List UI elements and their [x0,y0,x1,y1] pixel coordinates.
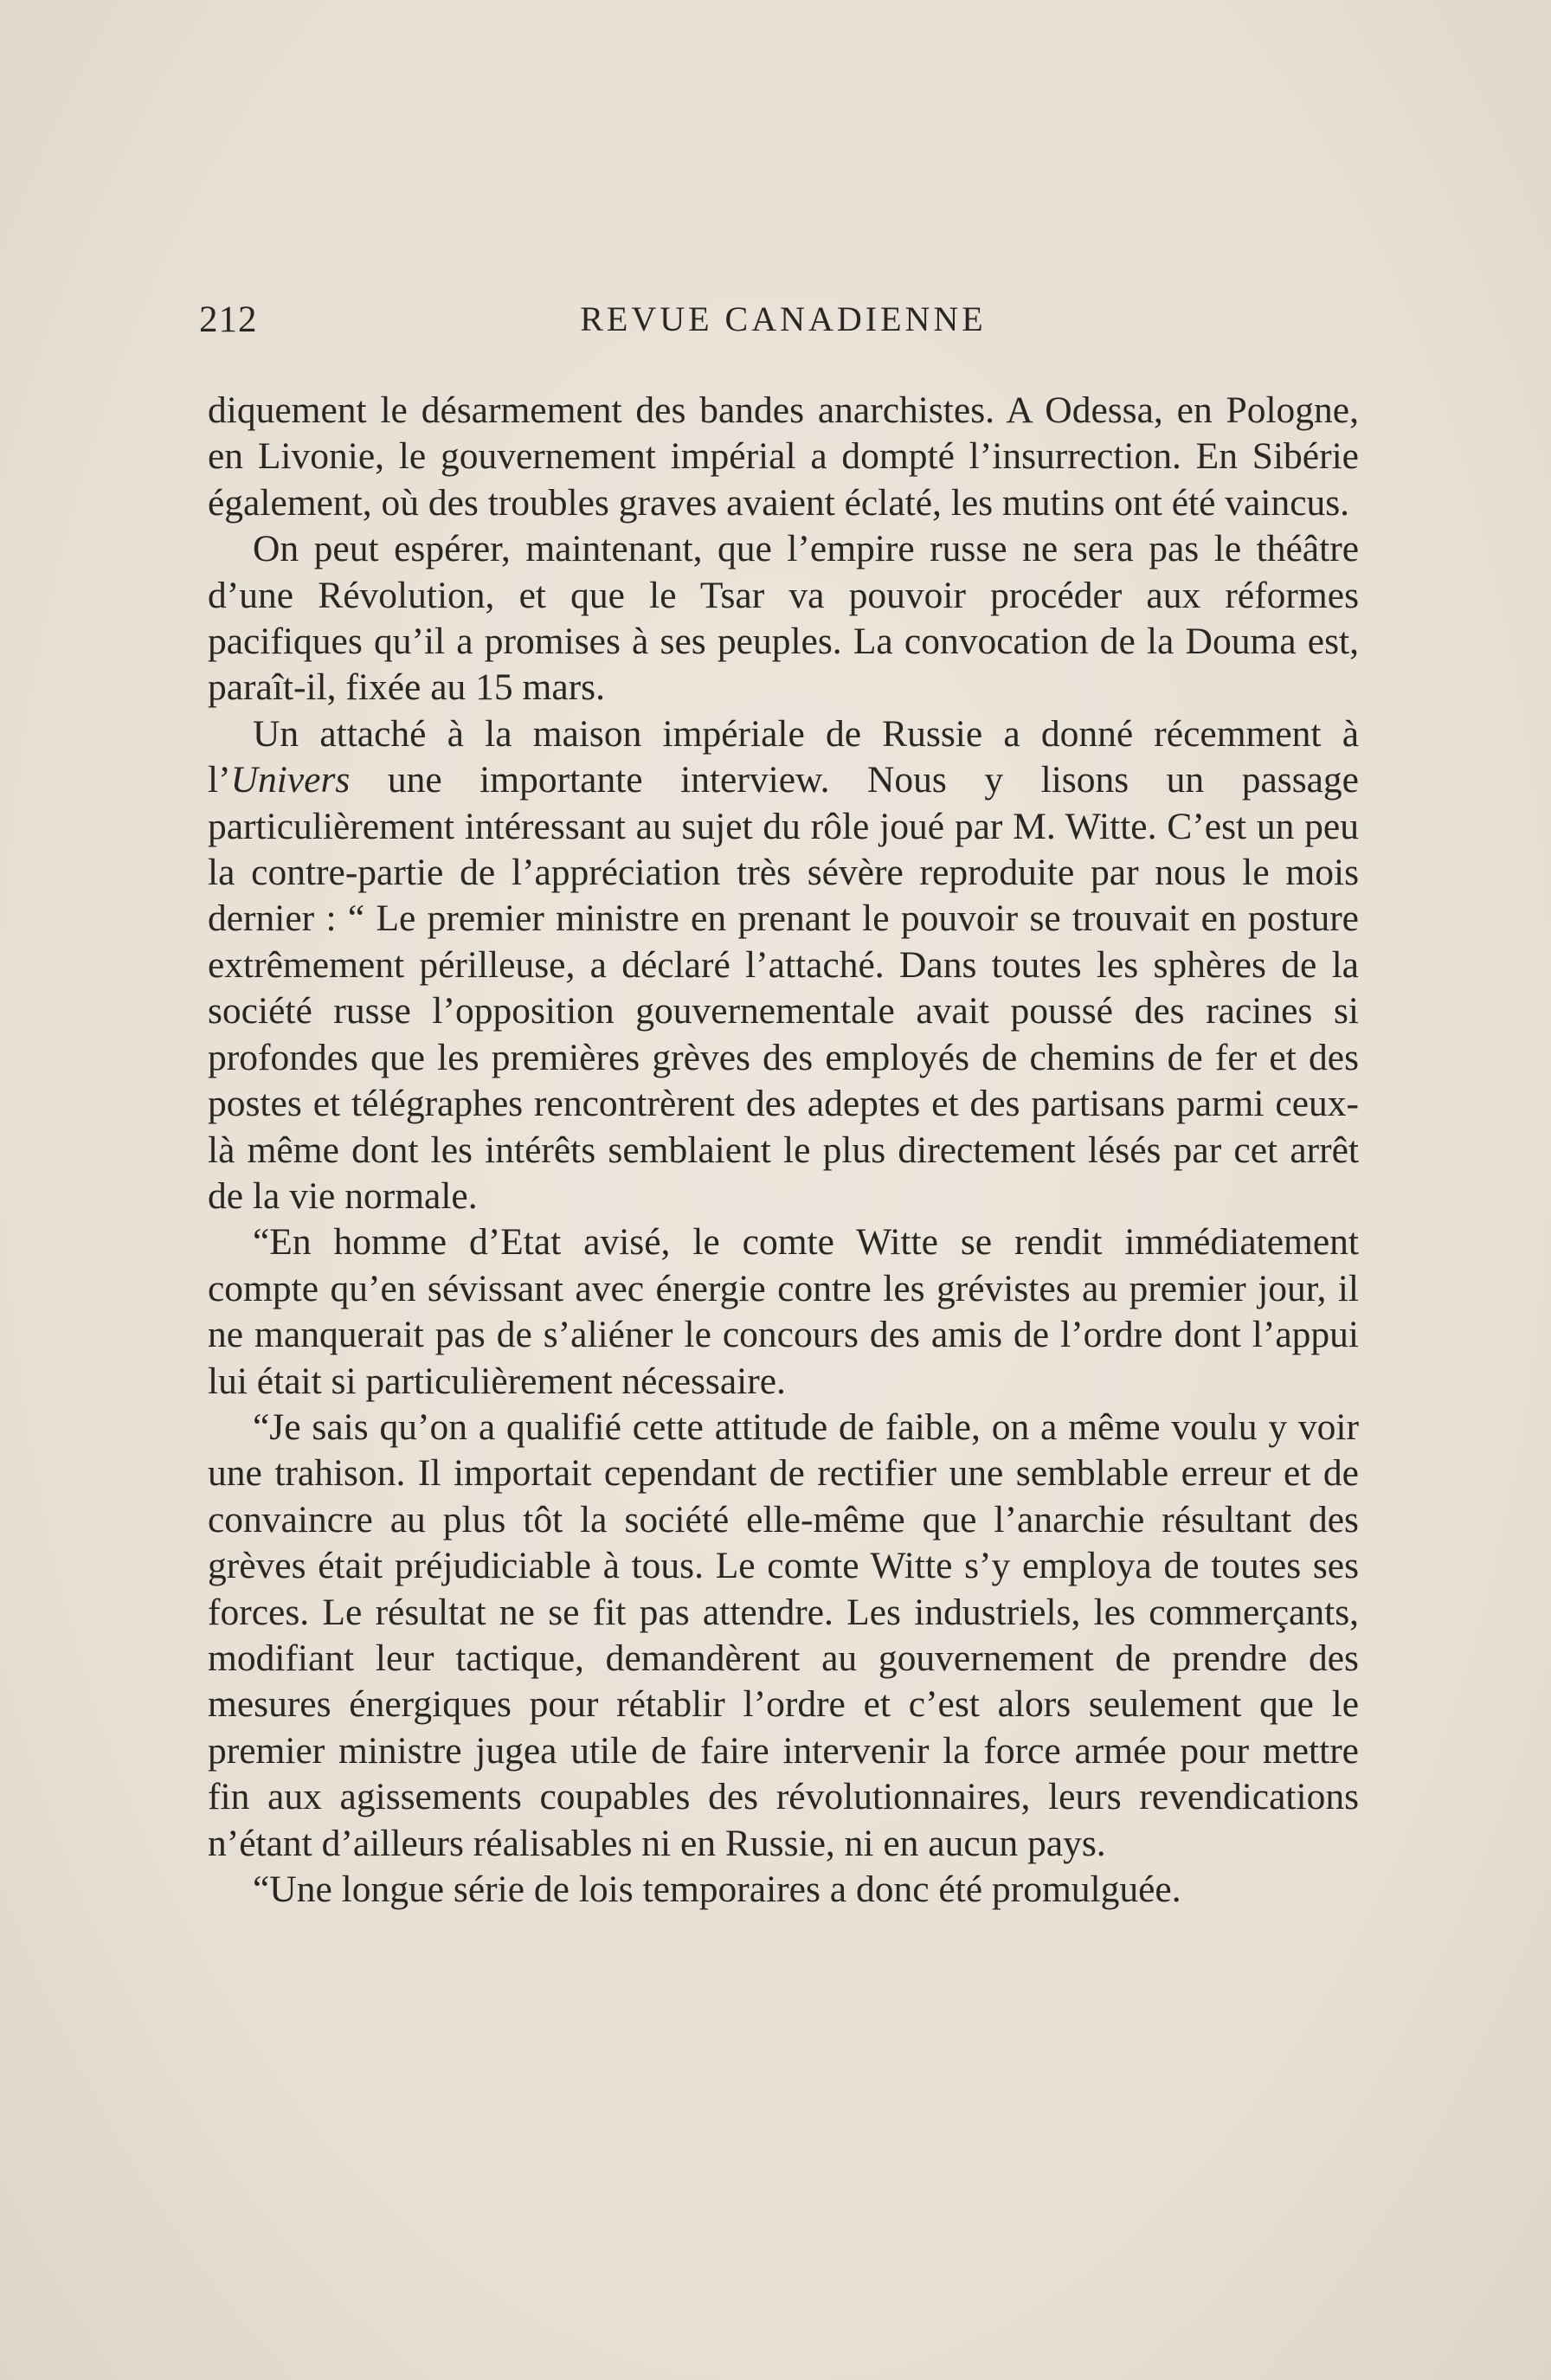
page-header [199,299,1368,351]
paragraph-5: “Je sais qu’on a qualifié cette attitude de faible, on a même voulu y voir une trahison. Il importait cependant de rectifier une semblable erreur et de convaincre au plus tôt la société elle-même que l’anarchie résultant des grèves était préjudiciable à tous. Le comte Witte s’y employa de toutes ses forces. Le résultat ne se fit pas attendre. Les industriels, les commerçants, modifiant leur tactique, demandèrent au gouvernement de prendre des mesures énergiques pour rétablir l’ordre et c’est alors seulement que le premier ministre jugea utile de faire intervenir la force armée pour mettre fin aux agissements coupables des révolutionnaires, leurs revendications n’étant d’ailleurs réalisables ni en Russie, ni en aucun pays. [208,1405,1359,1864]
body-text [208,388,1359,1913]
page-number: 212 [199,299,258,340]
running-title: REVUE CANADIENNE [580,299,987,338]
paragraph-6: “Une longue série de lois temporaires a donc été promulguée. [253,1869,1181,1910]
italic-publication-title: Univers [230,759,351,801]
paragraph-3: Un attaché à la maison impériale de Russie a donné récemment à l’Univers une importante interview. Nous y lisons un passage particulièrement intéressant au sujet du rôle joué par M. Witte. C’est un peu la contre-partie de l’appréciation très sévère reproduite par nous le mois dernier : “ Le premier ministre en prenant le pouvoir se trouvait en posture extrêmement périlleuse, a déclaré l’attaché. Dans toutes les sphères de la société russe l’opposition gouvernementale avait poussé des racines si profondes que les premières grèves des employés de chemins de fer et des postes et télégraphes rencontrèrent des adeptes et des partisans parmi ceux-là même dont les intérêts semblaient le plus directement lésés par cet arrêt de la vie normale. [208,712,1359,1217]
paragraph-4: “En homme d’Etat avisé, le comte Witte se rendit immédiatement compte qu’en sévissant avec énergie contre les grévistes au premier jour, il ne manquerait pas de s’aliéner le concours des amis de l’ordre dont l’appui lui était si particulièrement nécessaire. [208,1221,1359,1402]
paragraph-1: diquement le désarmement des bandes anarchistes. A Odessa, en Pologne, en Livonie, le gouvernement impérial a dompté l’insurrection. En Sibérie également, où des troubles graves avaient éclaté, les mutins ont été vaincus. [208,389,1359,524]
paragraph-2: On peut espérer, maintenant, que l’empire russe ne sera pas le théâtre d’une Révolution, et que le Tsar va pouvoir procéder aux réformes pacifiques qu’il a promises à ses peuples. La convocation de la Douma est, paraît-il, fixée au 15 mars. [208,528,1359,709]
